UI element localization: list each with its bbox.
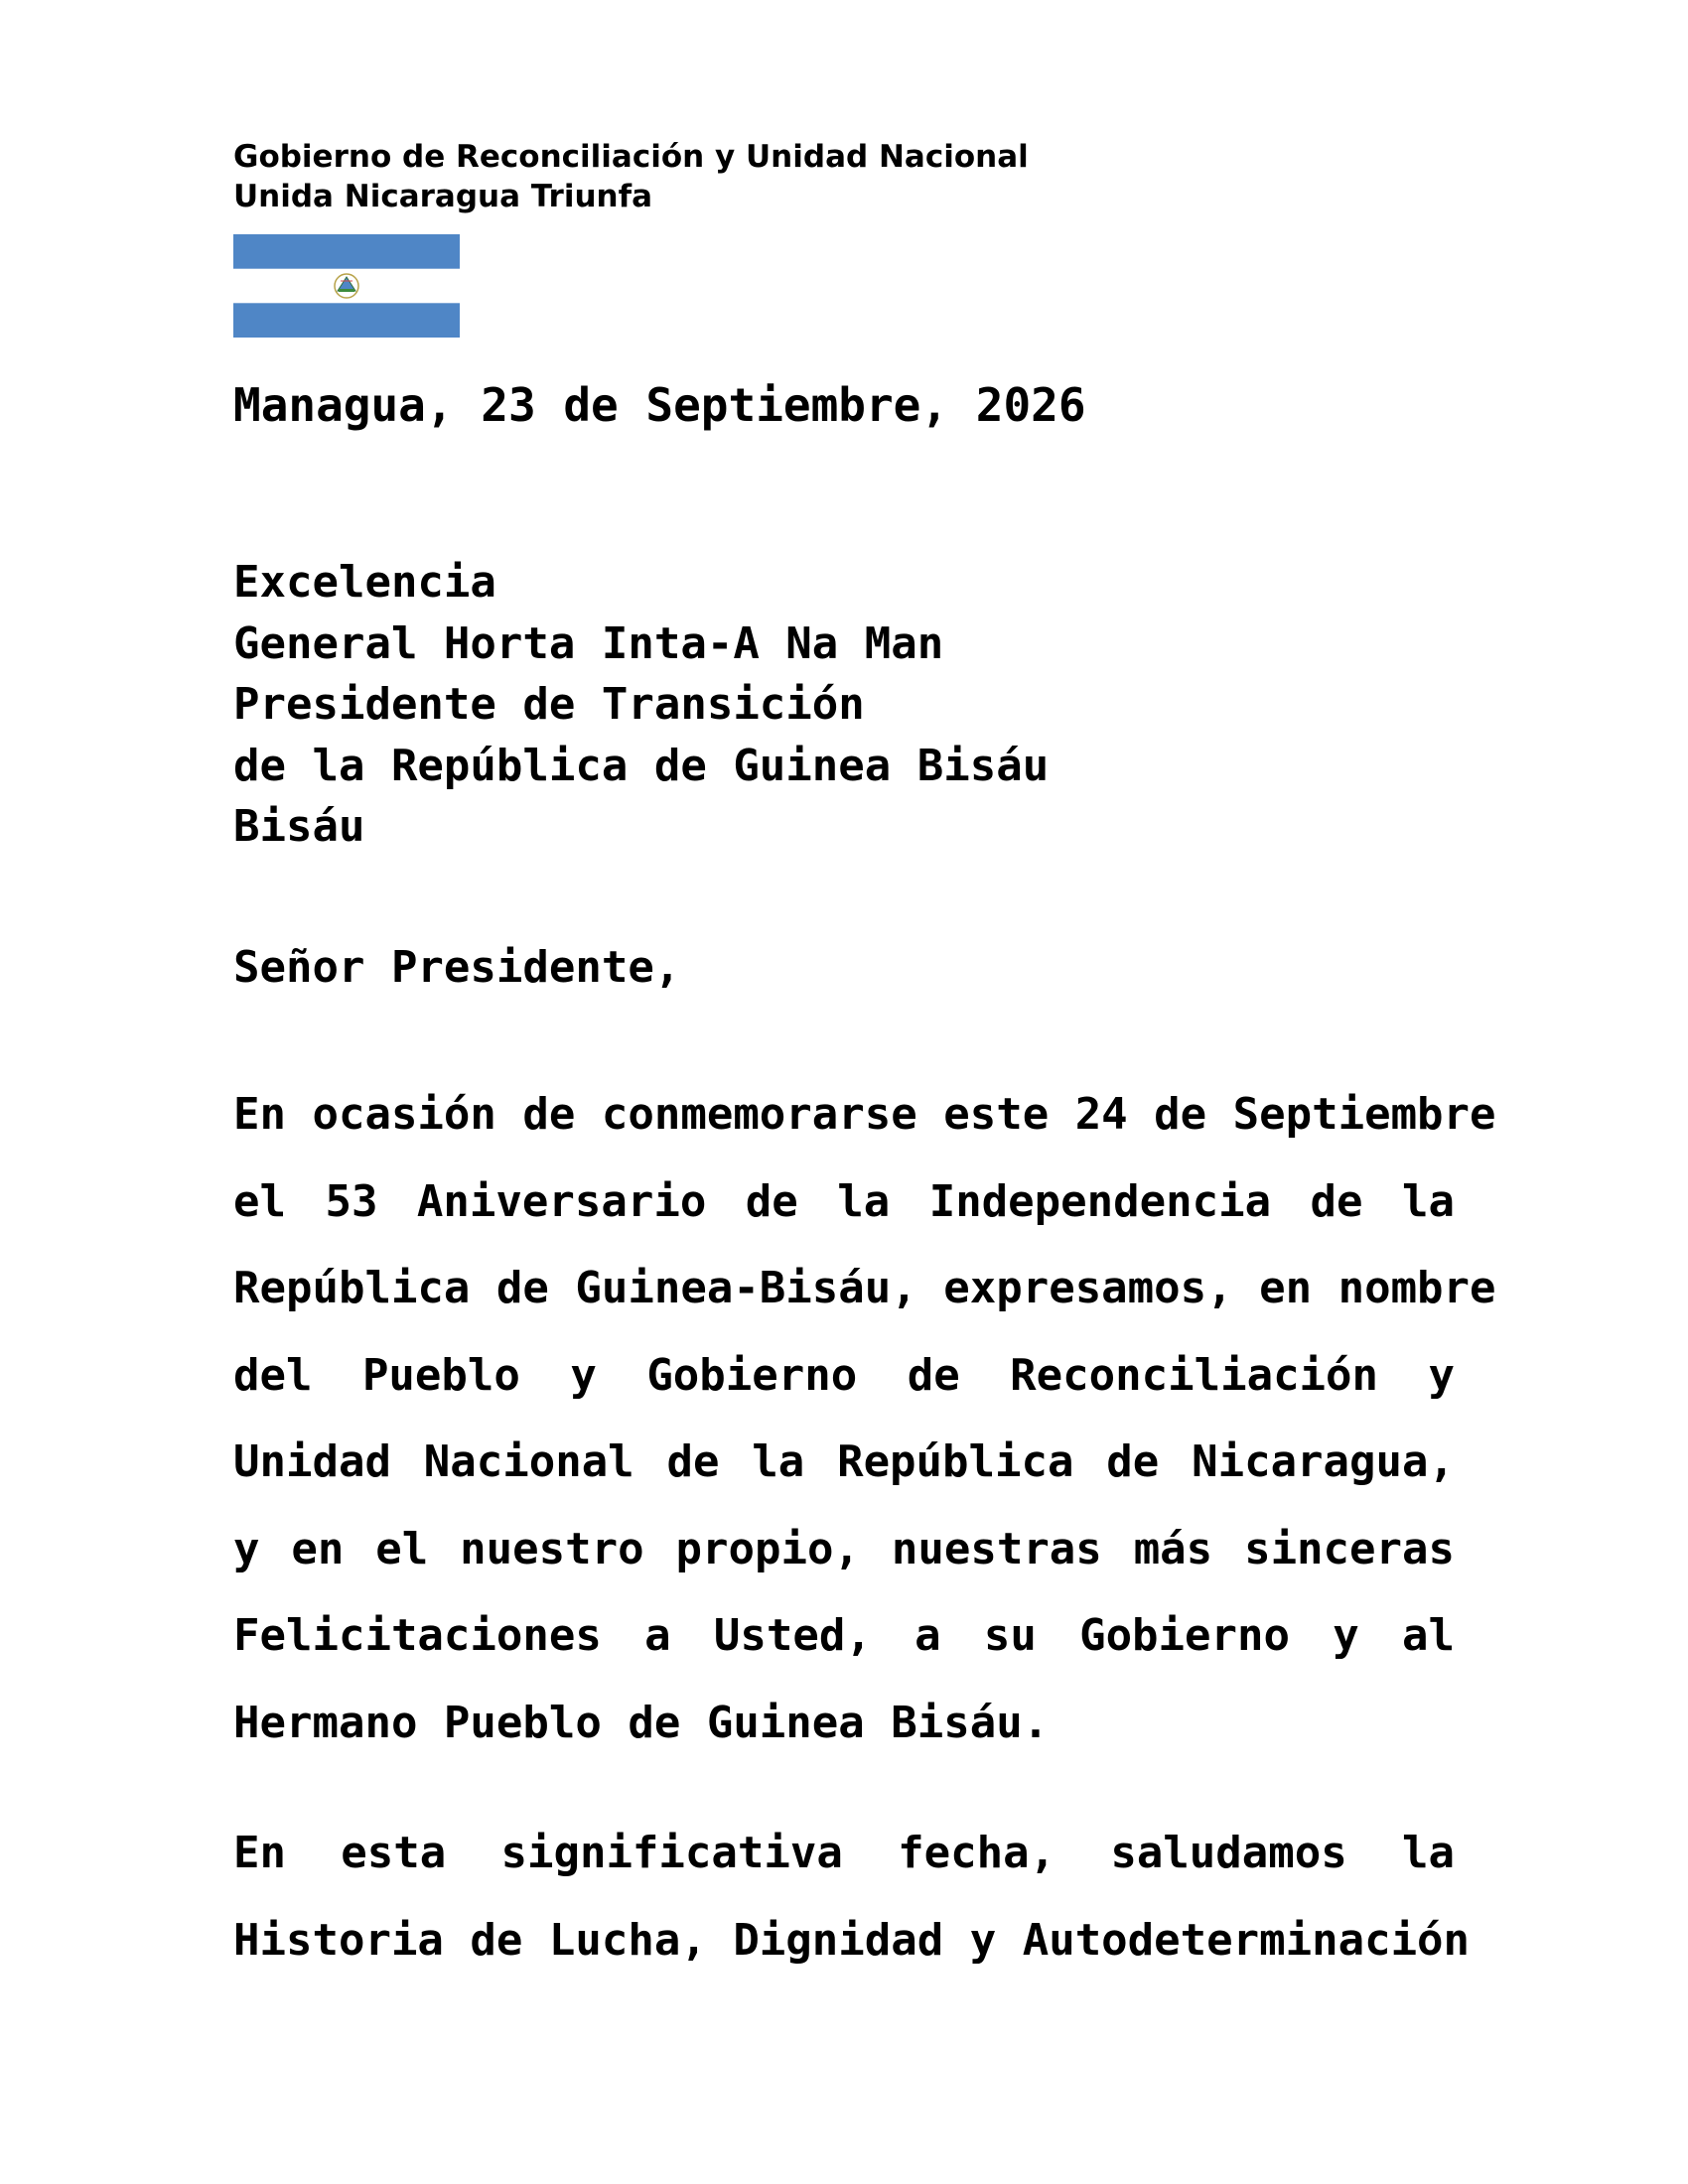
recipient-honorific: Excelencia xyxy=(233,557,496,608)
letterhead-government-name: Gobierno de Reconciliación y Unidad Nacional xyxy=(233,139,1029,175)
paragraph-line: del Pueblo y Gobierno de Reconciliación y xyxy=(233,1349,1455,1401)
recipient-title: Presidente de Transición xyxy=(233,679,865,730)
paragraph-line: Historia de Lucha, Dignidad y Autodeterminación xyxy=(233,1914,1471,1966)
letterhead-slogan: Unida Nicaragua Triunfa xyxy=(233,179,653,214)
salutation: Señor Presidente, xyxy=(233,942,681,993)
paragraph-line: En esta significativa fecha, saludamos la xyxy=(233,1828,1455,1878)
recipient-address xyxy=(233,552,1049,858)
paragraph-line: Felicitaciones a Usted, a su Gobierno y al xyxy=(233,1610,1455,1661)
letterhead xyxy=(233,137,1029,216)
paragraph-line: Hermano Pueblo de Guinea Bisáu. xyxy=(233,1697,1050,1748)
nicaragua-flag-icon xyxy=(233,234,460,338)
recipient-country: de la República de Guinea Bisáu xyxy=(233,740,1050,791)
recipient-city: Bisáu xyxy=(233,801,365,852)
date-line: Managua, 23 de Septiembre, 2026 xyxy=(233,378,1086,432)
paragraph-line: Unidad Nacional de la República de Nicaragua, xyxy=(233,1436,1455,1487)
body-paragraph-2 xyxy=(233,1810,1471,1983)
paragraph-line: y en el nuestro propio, nuestras más sinceras xyxy=(233,1523,1455,1574)
recipient-name: General Horta Inta-A Na Man xyxy=(233,617,944,669)
body-paragraph-1 xyxy=(233,1071,1496,1766)
paragraph-line: República de Guinea-Bisáu, expresamos, en nombre xyxy=(233,1263,1496,1313)
paragraph-line: el 53 Aniversario de la Independencia de la xyxy=(233,1175,1455,1227)
paragraph-line: En ocasión de conmemorarse este 24 de Septiembre xyxy=(233,1089,1496,1140)
